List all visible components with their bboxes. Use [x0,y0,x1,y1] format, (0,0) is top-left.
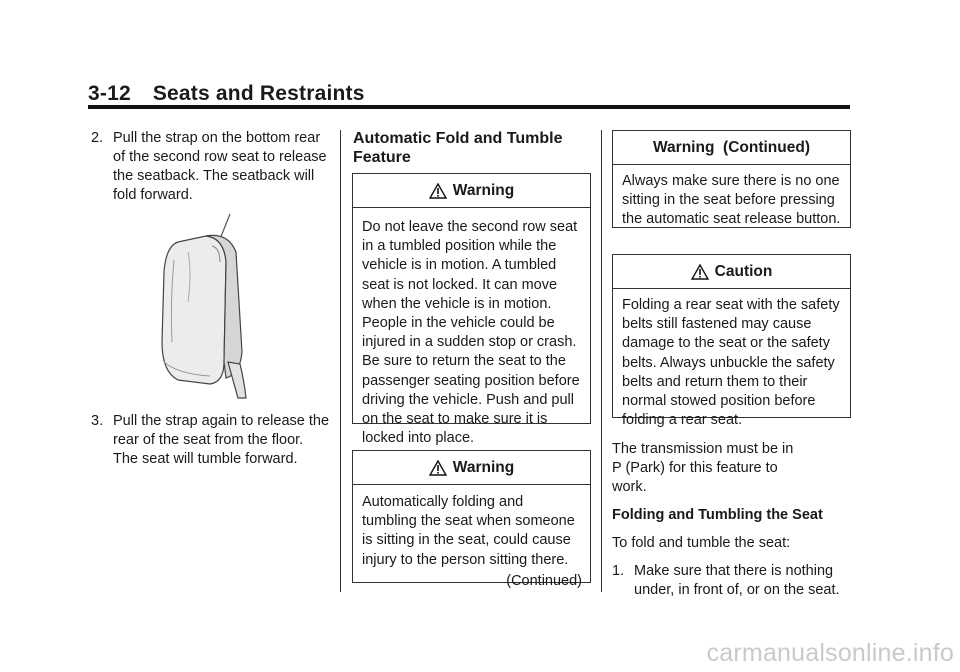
step-text: Make sure that there is nothing under, in front of, or on the seat. [634,563,840,598]
column-divider-2 [601,130,602,592]
column-1-lower [91,412,331,469]
continued-label: (Continued) [506,572,582,589]
caution-box [612,254,851,429]
warning-box-1 [352,173,591,447]
caution-triangle-icon [691,264,709,280]
step-text: Pull the strap on the bottom rear of the second row seat to release the seatback. The seatback will fold forward. [113,130,327,203]
paragraph-park: The transmission must be in P (Park) for this feature to work. [612,441,794,495]
warning-header [353,174,590,208]
caution-header [613,255,850,289]
warning-triangle-icon [429,183,447,199]
warning-title: Warning (Continued) [653,138,810,156]
warning-title: Warning [452,181,515,199]
warning-header [353,451,590,485]
warning-body [353,485,590,599]
warning-header [613,131,850,165]
step-number: 1. [612,563,625,579]
page-header [88,82,850,106]
caution-body: Folding a rear seat with the safety belts still fastened may cause damage to the seat or the safety belts. Always unbuckle the safety belts and return them to their normal stowed position before folding a rear seat. [622,297,840,429]
subheading: Folding and Tumbling the Seat [612,507,823,523]
warning-box-2 [352,450,591,589]
column-1 [91,129,331,205]
warning-title: Warning [452,458,515,476]
caution-title: Caution [714,262,773,280]
warning-text: Automatically folding and tumbling the seat when someone is sitting in the seat, could cause injury to the person sitting there. [362,494,575,568]
watermark: carmanualsonline.info [706,639,954,667]
column-divider-1 [340,130,341,592]
warning-continued-box [612,130,851,228]
column-3-text [612,440,852,600]
header-rule [88,105,850,109]
warning-triangle-icon [429,460,447,476]
step-text: Pull the strap again to release the rear of the seat from the floor. The seat will tumble forward. [113,413,330,467]
paragraph-intro: To fold and tumble the seat: [612,535,791,551]
seat-illustration [148,212,258,402]
warning-body: Do not leave the second row seat in a tumbled position while the vehicle is in motion. A tumbled seat is not locked. It can move when the vehicle is in motion. People in the vehicle could be injured in a sudden stop or crash. Be sure to return the seat to the passenger seating position before driving the vehicle. Push and pull on the seat to make sure it is locked into place. [362,219,580,447]
step-number: 2. [91,130,104,146]
warning-body: Always make sure there is no one sitting in the seat before pressing the automatic seat release button. [622,173,841,228]
section-heading: Automatic Fold and Tumble Feature [353,130,563,166]
step-2 [91,129,331,205]
section-title: Seats and Restraints [152,82,365,105]
step-3 [91,412,331,469]
step-1 [612,562,852,600]
step-number: 3. [91,413,104,429]
page-number: 3-12 [88,82,131,105]
